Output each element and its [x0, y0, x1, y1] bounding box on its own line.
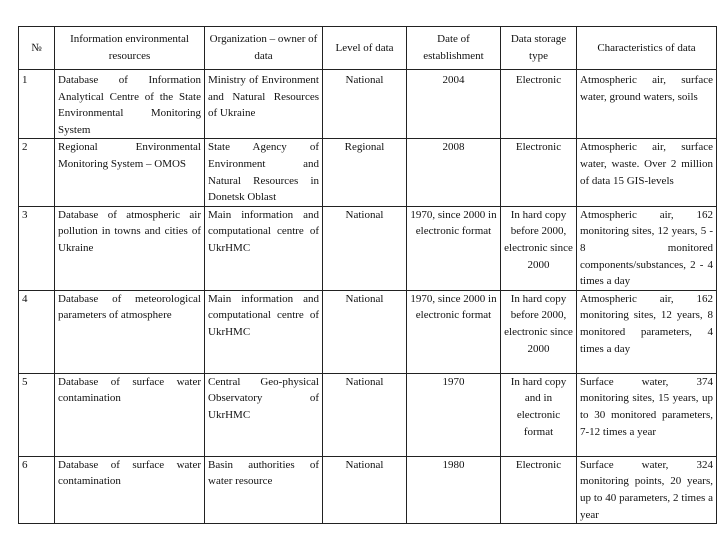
- table-row: [19, 206, 717, 290]
- resource-cell: Database of Information Analytical Centre of the State Environmental Monitoring System: [55, 70, 205, 139]
- organization-cell: Main information and computational centre of UkrHMC: [205, 206, 323, 290]
- row-number: 4: [19, 290, 55, 373]
- storage-cell: Electronic: [501, 139, 577, 206]
- date-cell: 1980: [407, 456, 501, 523]
- table-row: [19, 456, 717, 523]
- storage-cell: In hard copy and in electronic format: [501, 373, 577, 456]
- table-row: [19, 373, 717, 456]
- characteristics-cell: Surface water, 324 monitoring points, 20 years, up to 40 parameters, 2 times a year: [577, 456, 717, 523]
- resource-cell: Regional Environmental Monitoring System – OMOS: [55, 139, 205, 206]
- header-date: Date of establishment: [407, 27, 501, 70]
- level-cell: National: [323, 373, 407, 456]
- resource-cell: Database of surface water contamination: [55, 456, 205, 523]
- header-storage: Data storage type: [501, 27, 577, 70]
- organization-cell: State Agency of Environment and Natural Resources in Donetsk Oblast: [205, 139, 323, 206]
- level-cell: National: [323, 70, 407, 139]
- level-cell: National: [323, 456, 407, 523]
- characteristics-cell: Atmospheric air, 162 monitoring sites, 12 years, 5 - 8 monitored components/substances, 2 - 4 times a day: [577, 206, 717, 290]
- table-row: [19, 290, 717, 373]
- level-cell: Regional: [323, 139, 407, 206]
- header-organization: Organization – owner of data: [205, 27, 323, 70]
- date-cell: 2004: [407, 70, 501, 139]
- resource-cell: Database of meteorological parameters of atmosphere: [55, 290, 205, 373]
- storage-cell: Electronic: [501, 456, 577, 523]
- table-row: [19, 70, 717, 139]
- storage-cell: Electronic: [501, 70, 577, 139]
- date-cell: 1970: [407, 373, 501, 456]
- row-number: 5: [19, 373, 55, 456]
- header-characteristics: Characteristics of data: [577, 27, 717, 70]
- row-number: 6: [19, 456, 55, 523]
- characteristics-cell: Atmospheric air, surface water, waste. Over 2 million of data 15 GIS-levels: [577, 139, 717, 206]
- organization-cell: Ministry of Environment and Natural Resources of Ukraine: [205, 70, 323, 139]
- characteristics-cell: Surface water, 374 monitoring sites, 15 years, up to 30 monitored parameters, 7-12 times a year: [577, 373, 717, 456]
- organization-cell: Central Geo-physical Observatory of UkrHMC: [205, 373, 323, 456]
- storage-cell: In hard copy before 2000, electronic since 2000: [501, 206, 577, 290]
- table-row: [19, 139, 717, 206]
- storage-cell: In hard copy before 2000, electronic since 2000: [501, 290, 577, 373]
- characteristics-cell: Atmospheric air, 162 monitoring sites, 12 years, 8 monitored parameters, 4 times a day: [577, 290, 717, 373]
- row-number: 1: [19, 70, 55, 139]
- header-resources: Information environmental resources: [55, 27, 205, 70]
- header-row: [19, 27, 717, 70]
- header-number: №: [19, 27, 55, 70]
- row-number: 2: [19, 139, 55, 206]
- resource-cell: Database of surface water contamination: [55, 373, 205, 456]
- level-cell: National: [323, 206, 407, 290]
- characteristics-cell: Atmospheric air, surface water, ground waters, soils: [577, 70, 717, 139]
- date-cell: 1970, since 2000 in electronic format: [407, 290, 501, 373]
- date-cell: 2008: [407, 139, 501, 206]
- level-cell: National: [323, 290, 407, 373]
- environmental-resources-table: [18, 26, 717, 524]
- header-level: Level of data: [323, 27, 407, 70]
- row-number: 3: [19, 206, 55, 290]
- date-cell: 1970, since 2000 in electronic format: [407, 206, 501, 290]
- organization-cell: Basin authorities of water resource: [205, 456, 323, 523]
- resource-cell: Database of atmospheric air pollution in towns and cities of Ukraine: [55, 206, 205, 290]
- organization-cell: Main information and computational centre of UkrHMC: [205, 290, 323, 373]
